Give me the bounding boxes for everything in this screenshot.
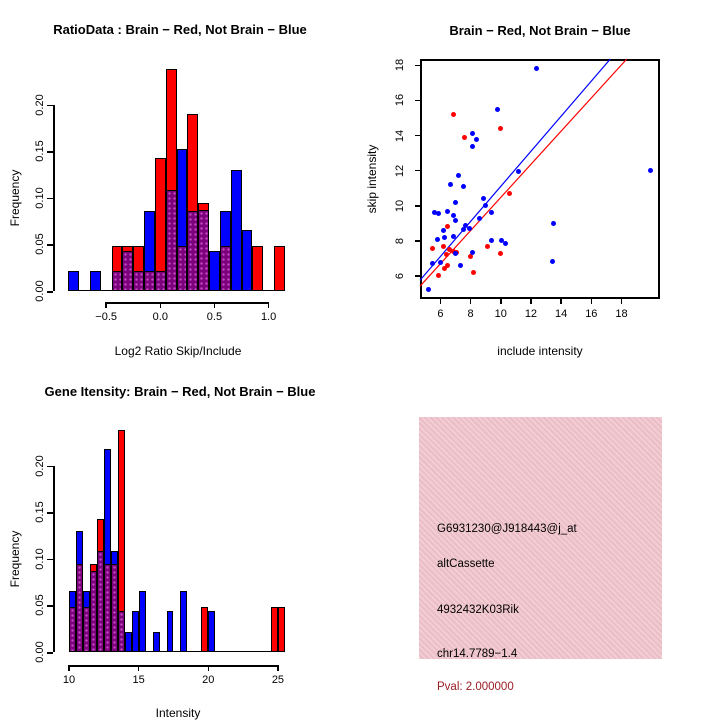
- hist-bar-overlap: [76, 564, 83, 652]
- x-axis-tick: [440, 299, 442, 304]
- scatter-point-blue: [453, 251, 458, 256]
- ratio-histogram-xlabel: Log2 Ratio Skip/Include: [114, 344, 242, 358]
- y-axis-tick-label: 0.05: [34, 594, 46, 617]
- y-axis-tick: [47, 151, 53, 153]
- x-axis-tick: [68, 665, 70, 671]
- gene-name-text: 4932432K03Rik: [437, 604, 519, 616]
- chromosome-location-text: chr14.7789−1.4: [437, 648, 518, 660]
- y-axis-tick-label: 6: [394, 272, 406, 280]
- x-axis-tick-label: 25: [271, 674, 285, 686]
- y-axis-line: [53, 466, 55, 652]
- pval-text: Pval: 2.000000: [437, 681, 514, 693]
- ratio-histogram-panel: [0, 0, 360, 360]
- y-axis-tick: [415, 170, 420, 172]
- hist-bar-red: [201, 607, 208, 652]
- hist-bar-blue: [231, 170, 242, 291]
- scatter-title: Brain − Red, Not Brain − Blue: [449, 23, 631, 38]
- y-axis-tick: [415, 205, 420, 207]
- scatter-point-blue: [648, 168, 653, 173]
- x-axis-tick: [160, 302, 162, 308]
- hist-bar-blue: [132, 611, 139, 652]
- hist-bar-overlap: [97, 551, 104, 652]
- x-axis-tick-label: 10: [494, 308, 507, 320]
- x-axis-tick: [560, 299, 562, 304]
- scatter-point-blue: [470, 144, 475, 149]
- x-axis-tick: [208, 665, 210, 671]
- hist-bar-blue: [68, 271, 79, 291]
- y-axis-tick: [415, 240, 420, 242]
- y-axis-tick-label: 0.15: [34, 501, 46, 524]
- x-axis-tick: [214, 302, 216, 308]
- x-axis-tick: [138, 665, 140, 671]
- hist-bar-overlap: [118, 611, 125, 652]
- y-axis-tick-label: 0.10: [34, 187, 46, 209]
- event-type-text: altCassette: [437, 558, 495, 570]
- y-axis-tick: [47, 198, 53, 200]
- hist-bar-overlap: [104, 564, 111, 652]
- x-axis-tick-label: 1.0: [260, 311, 277, 323]
- scatter-point-blue: [495, 107, 500, 112]
- hist-bar-red: [271, 607, 278, 652]
- y-axis-tick: [415, 65, 420, 67]
- y-axis-tick: [415, 275, 420, 277]
- hist-bar-blue: [209, 251, 220, 291]
- x-axis-tick-label: 14: [555, 308, 568, 320]
- y-axis-tick: [47, 244, 53, 246]
- scatter-point-blue: [435, 237, 440, 242]
- scatter-point-blue: [477, 216, 482, 221]
- scatter-point-blue: [458, 263, 463, 268]
- scatter-point-blue: [551, 221, 556, 226]
- hist-bar-red: [252, 246, 263, 291]
- scatter-point-blue: [470, 131, 475, 136]
- x-axis-tick: [470, 299, 472, 304]
- x-axis-tick-label: 6: [437, 308, 444, 320]
- hist-bar-overlap: [187, 211, 198, 291]
- intensity-scatter-panel: [360, 0, 720, 360]
- scatter-plot-box: [420, 59, 660, 299]
- y-axis-tick: [47, 605, 53, 607]
- gene-intensity-ylabel: Frequency: [8, 530, 22, 588]
- scatter-ylabel: skip intensity: [365, 144, 379, 214]
- y-axis-line: [53, 105, 55, 291]
- scatter-point-red: [462, 135, 467, 140]
- y-axis-tick: [415, 100, 420, 102]
- scatter-point-blue: [474, 137, 479, 142]
- gene-info-box: [419, 417, 662, 693]
- hist-bar-blue: [208, 611, 215, 652]
- hist-bar-overlap: [177, 246, 188, 291]
- hist-bar-overlap: [112, 271, 123, 291]
- x-axis-tick-label: 15: [132, 674, 145, 686]
- y-axis-tick-label: 0.20: [34, 455, 46, 477]
- x-axis-tick: [591, 299, 593, 304]
- y-axis-tick: [47, 466, 53, 468]
- scatter-point-blue: [426, 287, 431, 292]
- scatter-point-blue: [467, 226, 472, 231]
- hist-bar-overlap: [90, 571, 97, 652]
- y-axis-tick-label: 18: [394, 59, 406, 72]
- probe-id-text: G6931230@J918443@j_at: [437, 523, 577, 535]
- hist-bar-overlap: [111, 564, 118, 652]
- x-axis-tick: [500, 299, 502, 304]
- scatter-point-blue: [441, 228, 446, 233]
- x-axis-tick: [621, 299, 623, 304]
- y-axis-tick-label: 10: [394, 199, 406, 212]
- x-axis-tick-label: 18: [615, 308, 628, 320]
- x-axis-line: [69, 665, 278, 667]
- scatter-point-blue: [461, 227, 466, 232]
- x-axis-tick-label: 20: [202, 674, 215, 686]
- hist-bar-overlap: [220, 246, 231, 291]
- x-axis-tick-label: 10: [62, 674, 76, 686]
- hist-bar-overlap: [155, 271, 166, 291]
- gene-intensity-title: Gene Itensity: Brain − Red, Not Brain − Blue: [44, 384, 316, 399]
- hist-bar-overlap: [83, 607, 90, 652]
- y-axis-tick: [47, 512, 53, 514]
- y-axis-tick: [47, 291, 53, 293]
- hist-bar-red: [274, 246, 285, 291]
- scatter-point-blue: [453, 200, 458, 205]
- hist-bar-overlap: [166, 190, 177, 291]
- x-axis-tick-label: 0.5: [206, 311, 223, 323]
- hist-bar-overlap: [133, 271, 144, 291]
- y-axis-tick-label: 0.15: [34, 140, 46, 163]
- hist-bar-overlap: [122, 251, 133, 291]
- scatter-xlabel: include intensity: [497, 344, 583, 358]
- gene-intensity-histogram-panel: [0, 360, 360, 720]
- x-axis-tick: [530, 299, 532, 304]
- x-axis-tick-label: 16: [585, 308, 598, 320]
- y-axis-tick-label: 0.05: [34, 233, 46, 256]
- y-axis-tick-label: 0.00: [34, 641, 46, 663]
- hist-bar-blue: [90, 271, 101, 291]
- hist-bar-overlap: [69, 607, 76, 652]
- y-axis-tick: [47, 652, 53, 654]
- hist-bar-blue: [180, 591, 187, 652]
- y-axis-tick-label: 8: [394, 237, 406, 244]
- x-axis-tick-label: −0.5: [95, 311, 117, 323]
- y-axis-tick-label: 14: [394, 129, 406, 142]
- y-axis-tick: [47, 105, 53, 107]
- scatter-point-red: [441, 244, 446, 249]
- hist-bar-overlap: [144, 271, 155, 291]
- scatter-point-red: [498, 251, 503, 256]
- scatter-point-blue: [470, 250, 475, 255]
- x-axis-tick-label: 0.0: [152, 311, 168, 323]
- y-axis-tick: [415, 135, 420, 137]
- ratio-histogram-ylabel: Frequency: [8, 169, 22, 227]
- y-axis-tick-label: 12: [394, 164, 406, 177]
- hist-bar-overlap: [198, 210, 209, 291]
- scatter-point-blue: [442, 235, 447, 240]
- ratio-histogram-plot-area: [0, 0, 360, 360]
- y-axis-tick-label: 0.00: [34, 280, 46, 302]
- x-axis-line: [106, 302, 268, 304]
- x-axis-tick-label: 12: [524, 308, 538, 320]
- scatter-point-blue: [461, 184, 466, 189]
- y-axis-tick-label: 16: [394, 94, 406, 107]
- scatter-point-red: [485, 244, 490, 249]
- y-axis-tick: [47, 559, 53, 561]
- x-axis-tick: [268, 302, 270, 308]
- ratio-histogram-title: RatioData : Brain − Red, Not Brain − Blue: [53, 22, 307, 37]
- hist-bar-blue: [153, 632, 160, 652]
- hist-bar-blue: [167, 611, 174, 652]
- gene-intensity-plot-area: [0, 360, 360, 720]
- hist-bar-red: [278, 607, 285, 652]
- hist-bar-blue: [125, 632, 132, 652]
- x-axis-tick: [277, 665, 279, 671]
- x-axis-tick: [105, 302, 107, 308]
- x-axis-tick-label: 8: [467, 308, 474, 320]
- hist-bar-blue: [139, 591, 146, 652]
- y-axis-tick-label: 0.10: [34, 548, 46, 570]
- gene-info-panel: [360, 360, 720, 720]
- scatter-point-blue: [503, 241, 508, 246]
- gene-intensity-xlabel: Intensity: [155, 706, 201, 720]
- hist-bar-blue: [242, 230, 253, 291]
- y-axis-tick-label: 0.20: [34, 94, 46, 116]
- scatter-plot-area: [360, 0, 720, 360]
